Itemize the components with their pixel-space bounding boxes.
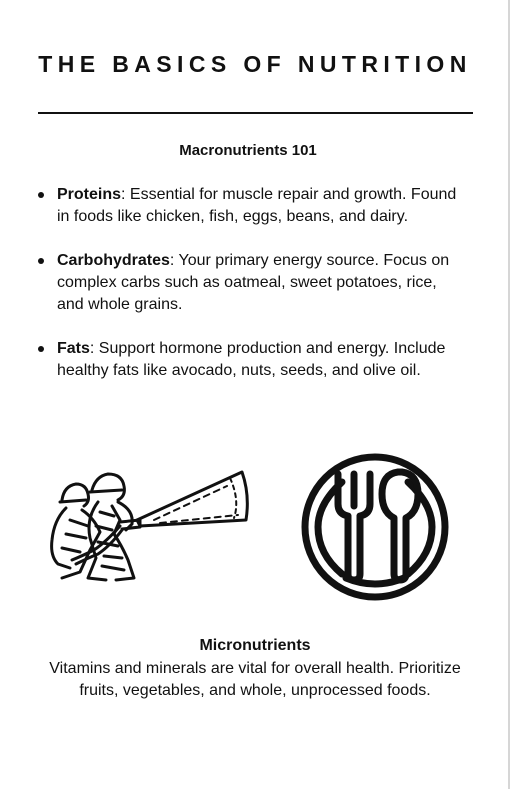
plate-fork-spoon-icon: [300, 452, 450, 602]
bullet-dot-icon: [38, 192, 44, 198]
bullet-dot-icon: [38, 346, 44, 352]
bullet-text: : Support hormone production and energy. Include healthy fats like avocado, nuts, seeds, and olive oil.: [57, 340, 446, 379]
macronutrient-list: [36, 184, 466, 404]
bullet-term: Carbohydrates: [57, 252, 170, 269]
bullet-term: Proteins: [57, 186, 122, 203]
bullet-text: : Essential for muscle repair and growth. Found in foods like chicken, fish, eggs, beans, and dairy.: [57, 186, 457, 225]
page-title: THE BASICS OF NUTRITION: [38, 51, 472, 77]
bullet-dot-icon: [38, 258, 44, 264]
page-edge: [508, 0, 510, 789]
list-item-fats: [36, 338, 466, 382]
bullet-text: : Your primary energy source. Focus on complex carbs such as oatmeal, sweet potatoes, rice, and whole grains.: [57, 252, 450, 313]
list-item-proteins: [36, 184, 466, 228]
bullet-term: Fats: [57, 340, 90, 357]
micronutrients-text: Vitamins and minerals are vital for overall health. Prioritize fruits, vegetables, and whole, unprocessed foods.: [49, 660, 461, 699]
firefighter-hose-icon: [42, 460, 252, 590]
list-item-carbohydrates: [36, 250, 466, 316]
micronutrients-heading: Micronutrients: [199, 637, 311, 654]
title-divider: [38, 112, 473, 114]
macronutrients-heading: Macronutrients 101: [179, 142, 317, 159]
